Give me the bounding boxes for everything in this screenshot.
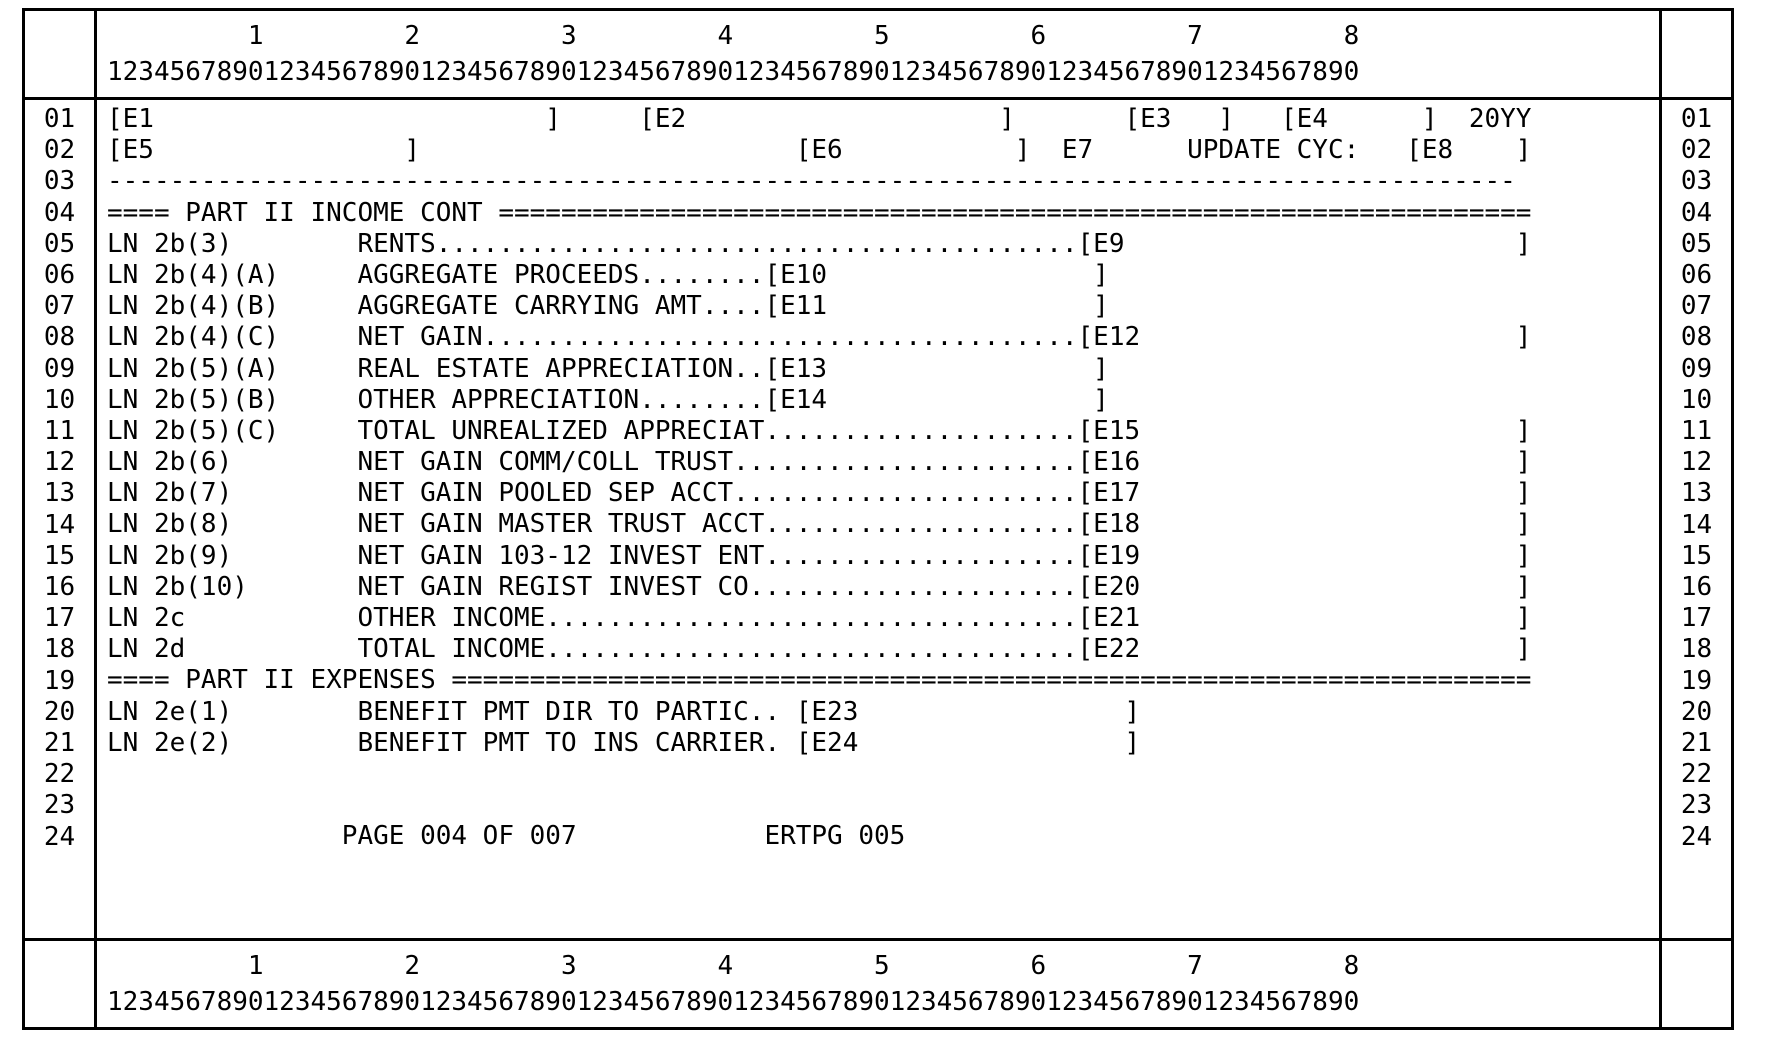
- terminal-row-23: [107, 790, 1659, 821]
- line-number: 04: [1680, 197, 1713, 228]
- line-number: 17: [43, 603, 76, 634]
- line-number: 02: [43, 135, 76, 166]
- line-number: 12: [43, 447, 76, 478]
- line-number: 20: [43, 696, 76, 727]
- line-number: 03: [43, 166, 76, 197]
- line-number: 09: [1680, 353, 1713, 384]
- line-number: 06: [1680, 260, 1713, 291]
- line-number: 11: [1680, 416, 1713, 447]
- line-number-gutter-left: [25, 100, 97, 938]
- line-number: 05: [43, 228, 76, 259]
- line-number: 23: [43, 790, 76, 821]
- line-number: 22: [43, 759, 76, 790]
- line-number: 21: [1680, 728, 1713, 759]
- line-number-gutter-right: [1659, 100, 1731, 938]
- line-number: 10: [43, 384, 76, 415]
- line-number: 15: [43, 540, 76, 571]
- terminal-row-17[interactable]: LN 2c OTHER INCOME..................................[E21 ]: [107, 603, 1532, 633]
- terminal-row-20[interactable]: LN 2e(1) BENEFIT PMT DIR TO PARTIC.. [E23 ]: [107, 696, 1141, 727]
- ruler-tens-top: 1 2 3 4 5 6 7 8: [107, 21, 1360, 51]
- terminal-row-06[interactable]: LN 2b(4)(A) AGGREGATE PROCEEDS........[E10 ]: [107, 259, 1109, 290]
- terminal-row-19: ==== PART II EXPENSES =====================================================================: [107, 665, 1532, 696]
- line-number: 01: [43, 104, 76, 134]
- terminal-row-21[interactable]: LN 2e(2) BENEFIT PMT TO INS CARRIER. [E24 ]: [107, 727, 1141, 758]
- line-number: 12: [1680, 447, 1713, 478]
- line-number: 01: [1680, 104, 1713, 134]
- terminal-row-07[interactable]: LN 2b(4)(B) AGGREGATE CARRYING AMT....[E11 ]: [107, 291, 1109, 322]
- line-number: 20: [1680, 696, 1713, 727]
- line-number: 24: [1680, 821, 1713, 852]
- terminal-row-03: ------------------------------------------------------------------------------------------: [107, 166, 1516, 197]
- line-number: 08: [43, 322, 76, 353]
- line-number: 19: [1680, 665, 1713, 696]
- line-number: 18: [1680, 634, 1713, 665]
- terminal-row-09[interactable]: LN 2b(5)(A) REAL ESTATE APPRECIATION..[E13 ]: [107, 353, 1109, 384]
- terminal-row-24-page-footer: PAGE 004 OF 007 ERTPG 005: [107, 821, 906, 852]
- column-ruler-top: [25, 11, 1731, 97]
- line-number: 17: [1680, 603, 1713, 634]
- line-number: 06: [43, 260, 76, 291]
- line-number: 21: [43, 728, 76, 759]
- terminal-row-10[interactable]: LN 2b(5)(B) OTHER APPRECIATION........[E14 ]: [107, 384, 1109, 415]
- terminal-row-13[interactable]: LN 2b(7) NET GAIN POOLED SEP ACCT......................[E17 ]: [107, 478, 1532, 509]
- terminal-row-04: ==== PART II INCOME CONT ==================================================================: [107, 197, 1532, 228]
- line-number: 08: [1680, 322, 1713, 353]
- line-number: 10: [1680, 384, 1713, 415]
- line-number: 14: [1680, 509, 1713, 540]
- terminal-row-08[interactable]: LN 2b(4)(C) NET GAIN......................................[E12 ]: [107, 322, 1532, 353]
- line-number: 07: [1680, 291, 1713, 322]
- column-ruler-bottom: [25, 941, 1731, 1027]
- terminal-content: [25, 100, 1731, 938]
- terminal-screen: [22, 8, 1734, 1030]
- terminal-row-05[interactable]: LN 2b(3) RENTS.........................................[E9 ]: [107, 228, 1532, 259]
- line-number: 14: [43, 509, 76, 540]
- terminal-row-01[interactable]: [E1 ] [E2 ] [E3 ] [E4 ] 20YY: [107, 104, 1532, 134]
- line-number: 16: [1680, 572, 1713, 603]
- terminal-text-body[interactable]: [97, 100, 1659, 938]
- line-number: 19: [43, 665, 76, 696]
- ruler-ones-top: 12345678901234567890123456789012345678901234567890123456789012345678901234567890: [107, 57, 1360, 87]
- line-number: 03: [1680, 166, 1713, 197]
- line-number: 13: [43, 478, 76, 509]
- line-number: 09: [43, 353, 76, 384]
- line-number: 05: [1680, 228, 1713, 259]
- terminal-row-15[interactable]: LN 2b(9) NET GAIN 103-12 INVEST ENT....................[E19 ]: [107, 540, 1532, 571]
- line-number: 18: [43, 634, 76, 665]
- ruler-gutter-top-right: [1659, 11, 1731, 97]
- line-number: 23: [1680, 790, 1713, 821]
- ruler-gutter-top-left: [25, 11, 97, 97]
- terminal-row-11[interactable]: LN 2b(5)(C) TOTAL UNREALIZED APPRECIAT....................[E15 ]: [107, 415, 1532, 446]
- line-number: 15: [1680, 540, 1713, 571]
- ruler-body-bottom: [97, 941, 1659, 1027]
- terminal-row-14[interactable]: LN 2b(8) NET GAIN MASTER TRUST ACCT....................[E18 ]: [107, 509, 1532, 540]
- ruler-body-top: [97, 11, 1659, 97]
- ruler-ones-bottom: 12345678901234567890123456789012345678901234567890123456789012345678901234567890: [107, 987, 1360, 1017]
- ruler-gutter-bottom-right: [1659, 941, 1731, 1027]
- line-number: 11: [43, 416, 76, 447]
- terminal-row-16[interactable]: LN 2b(10) NET GAIN REGIST INVEST CO.....................[E20 ]: [107, 571, 1532, 602]
- line-number: 02: [1680, 135, 1713, 166]
- line-number: 16: [43, 572, 76, 603]
- terminal-row-02[interactable]: [E5 ] [E6 ] E7 UPDATE CYC: [E8 ]: [107, 135, 1532, 166]
- terminal-row-12[interactable]: LN 2b(6) NET GAIN COMM/COLL TRUST......................[E16 ]: [107, 447, 1532, 478]
- line-number: 22: [1680, 759, 1713, 790]
- line-number: 13: [1680, 478, 1713, 509]
- line-number: 04: [43, 197, 76, 228]
- ruler-gutter-bottom-left: [25, 941, 97, 1027]
- ruler-tens-bottom: 1 2 3 4 5 6 7 8: [107, 951, 1360, 981]
- line-number: 07: [43, 291, 76, 322]
- terminal-row-18[interactable]: LN 2d TOTAL INCOME..................................[E22 ]: [107, 634, 1532, 665]
- line-number: 24: [43, 821, 76, 852]
- terminal-row-22: [107, 759, 1659, 790]
